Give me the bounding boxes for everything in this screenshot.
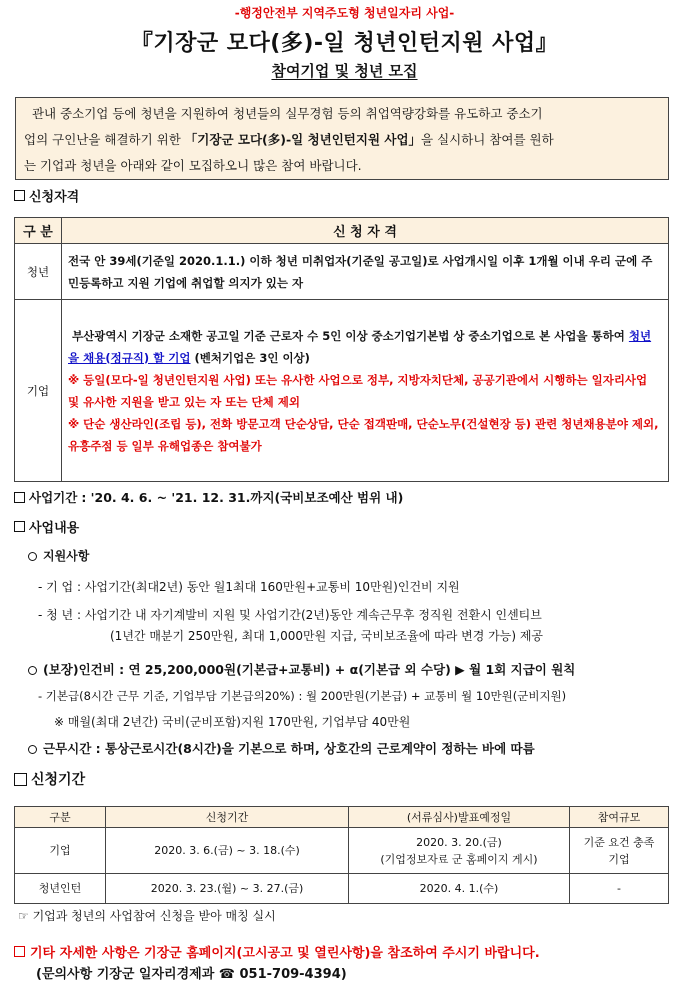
cell-announce: 2020. 4. 1.(수): [349, 874, 570, 904]
col-division: 구분: [15, 807, 106, 828]
hours-text: 근무시간 : 통상근로시간(8시간)을 기본으로 하며, 상호간의 근로계약이 정하는 바에 따름: [43, 741, 535, 756]
intro-line-3: 는 기업과 청년을 아래와 같이 모집하오니 많은 참여 바랍니다.: [24, 158, 362, 173]
col-qualification: 신 청 자 격: [62, 218, 669, 244]
checkbox-icon: [14, 773, 27, 786]
intro-line-1-text: 관내 중소기업 등에 청년을 지원하여 청년들의 실무경험 등의 취업역량강화를 유도하고 중소기: [31, 106, 543, 121]
content-heading: [14, 517, 79, 536]
period-line: [14, 488, 403, 506]
intro-line-2-pre: 업의 구인난을 해결하기 위한: [24, 132, 185, 147]
hours-line: [28, 739, 535, 757]
table-row-youth: [15, 244, 669, 300]
support-company: - 기 업 : 사업기간(최대2년) 동안 월1최대 160만원+교통비 10만원)인건비 지원: [38, 580, 460, 594]
wage-detail: - 기본급(8시간 근무 기준, 기업부담 기본급의20%) : 월 200만원(기본급) + 교통비 월 10만원(군비지원): [38, 689, 567, 703]
wage-heading: [28, 660, 575, 678]
period-value: : '20. 4. 6. ~ '21. 12. 31.까지(국비보조예산 범위 내): [81, 490, 404, 505]
company-criteria: [68, 325, 662, 369]
schedule-heading: [14, 769, 85, 789]
cell-announce-date: 2020. 3. 20.(금): [416, 835, 502, 849]
schedule-table: [14, 806, 669, 904]
col-scale: 참여규모: [570, 807, 669, 828]
intro-line-1: [24, 101, 660, 127]
col-category: 구 분: [15, 218, 62, 244]
checkbox-icon: [14, 946, 25, 957]
top-banner: -행정안전부 지역주도형 청년일자리 사업-: [234, 6, 455, 20]
support-youth-2: (1년간 매분기 250만원, 최대 1,000만원 지급, 국비보조율에 따라 변경 가능) 제공: [110, 629, 544, 643]
support-heading: [28, 547, 89, 564]
exclusion-note-1: ※ 등일(모다-일 청년인턴지원 사업) 또는 유사한 사업으로 정부, 지방자치단체, 공공기관에서 시행하는 일자리사업 및 유사한 지원을 받고 있는 자 또는 단체 제외: [68, 372, 648, 409]
cell-period: 2020. 3. 23.(월) ~ 3. 27.(금): [106, 874, 349, 904]
cell-category: 청년인턴: [15, 874, 106, 904]
page-subtitle-text: 참여기업 및 청년 모집: [271, 62, 418, 80]
circle-bullet-icon: [28, 745, 37, 754]
intro-program-name: 「기장군 모다(多)-일 청년인턴지원 사업」: [184, 132, 422, 147]
intro-line-2-post: 을 실시하니 참여를 원하: [421, 132, 554, 147]
eligibility-heading: [14, 186, 79, 205]
eligibility-heading-text: 신청자격: [29, 190, 80, 205]
cell-period: 2020. 3. 6.(금) ~ 3. 18.(수): [106, 828, 349, 874]
cell-scale: -: [570, 874, 669, 904]
eligibility-table: [14, 217, 669, 482]
wage-heading-text: (보장)인건비 : 연 25,200,000원(기본급+교통비) + α(기본급 외 수당) ▶ 월 1회 지급이 원칙: [43, 662, 576, 677]
cell-announce: [349, 828, 570, 874]
table-header-row: [15, 807, 669, 828]
wage-note: ※ 매월(최대 2년간) 국비(군비포함)지원 170만원, 기업부담 40만원: [54, 715, 411, 729]
company-criteria-pre: 부산광역시 기장군 소재한 공고일 기준 근로자 수 5인 이상 중소기업기본법 상 중소기업으로 본 사업을 통하여: [72, 328, 629, 343]
page-subtitle: [0, 60, 689, 81]
col-announce: (서류심사)발표예정일: [349, 807, 570, 828]
support-heading-text: 지원사항: [43, 549, 90, 563]
company-qualification: [62, 300, 669, 482]
col-period: 신청기간: [106, 807, 349, 828]
exclusion-note-2: ※ 단순 생산라인(조립 등), 전화 방문고객 단순상담, 단순 접객판매, 단순노무(건설현장 등) 관련 청년채용분야 제외, 유흥주점 등 일부 유해업종은 참여불가: [68, 416, 659, 453]
checkbox-icon: [14, 492, 25, 503]
support-youth-1: - 청 년 : 사업기간 내 자기계발비 지원 및 사업기간(2년)동안 계속근무후 정직원 전환시 인센티브: [38, 608, 542, 622]
company-criteria-highlight: 청년을 채용(정규직) 할 기업: [68, 328, 652, 365]
youth-qualification: 전국 안 39세(기준일 2020.1.1.) 이하 청년 미취업자(기준일 공고일)로 사업개시일 이후 1개월 이내 우리 군에 주민등록하고 지원 기업에 취업할 의지가 있는 자: [62, 244, 669, 300]
table-row: [15, 828, 669, 874]
content-heading-text: 사업내용: [29, 521, 80, 536]
cell-announce-note: (기업정보자료 군 홈페이지 게시): [380, 852, 538, 866]
circle-bullet-icon: [28, 666, 37, 675]
intro-box: [15, 97, 669, 180]
table-row-company: [15, 300, 669, 482]
matching-note: ☞ 기업과 청년의 사업참여 신청을 받아 매칭 실시: [18, 909, 276, 923]
period-label: 사업기간: [29, 490, 78, 505]
cell-scale-line-2: 기업: [608, 852, 630, 866]
checkbox-icon: [14, 190, 25, 201]
cell-scale: [570, 828, 669, 874]
cell-category: 기업: [15, 828, 106, 874]
circle-bullet-icon: [28, 552, 37, 561]
intro-line-2: [24, 127, 660, 153]
table-row: [15, 874, 669, 904]
more-info-line: [14, 942, 540, 961]
table-header-row: [15, 218, 669, 244]
cell-scale-line-1: 기준 요건 충족: [583, 835, 655, 849]
company-criteria-post: (벤처기업은 3인 이상): [190, 350, 310, 365]
contact-info: (문의사항 기장군 일자리경제과 ☎ 051-709-4394): [36, 967, 347, 982]
page-title: 『기장군 모다(多)-일 청년인턴지원 사업』: [130, 31, 559, 56]
schedule-heading-text: 신청기간: [31, 772, 86, 788]
row-label-youth: 청년: [15, 244, 62, 300]
row-label-company: 기업: [15, 300, 62, 482]
checkbox-icon: [14, 521, 25, 532]
more-info-text: 기타 자세한 사항은 기장군 홈페이지(고시공고 및 열린사항)을 참조하여 주시기 바랍니다.: [30, 946, 540, 961]
